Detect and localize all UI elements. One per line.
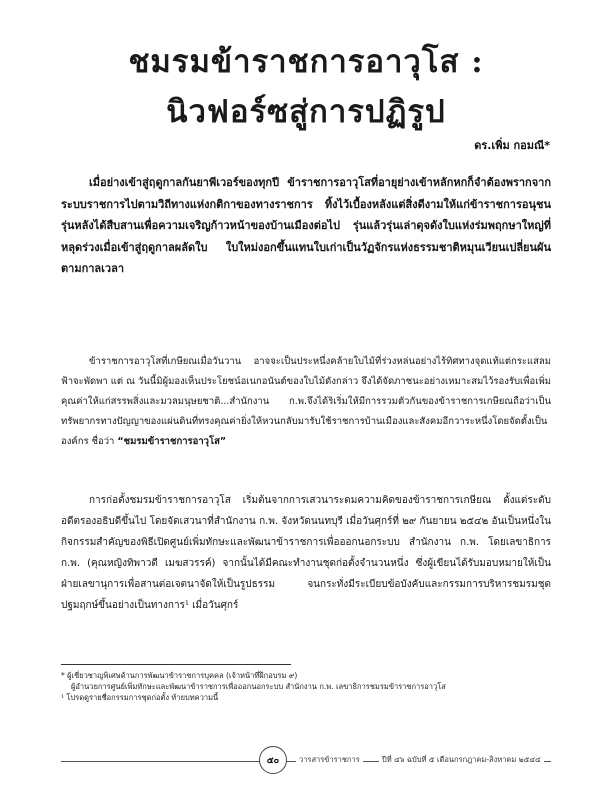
paragraph-intro: เมื่อย่างเข้าสู่ฤดูกาลกันยาพีเวอร์ของทุกปี ข้าราชการอาวุโสที่อายุย่างเข้าหลักหกก็จำต้องพรากจากระบบราชการไปตามวิถีทางแห่งกติกาของทางราชการ ทิ้งไว้เบื้องหลังแต่สิ่งดีงามให้แก่ข้าราชการอนุชนรุ่นหลังได้สืบสานเพื่อความเจริญก้าวหน้าของบ้านเมืองต่อไป รุ่นแล้วรุ่นเล่าดุจดังใบแห่งร่มพฤกษาใหญ่ที่หลุดร่วงเมื่อเข้าสู่ฤดูกาลผลัดใบ ใบใหม่งอกขึ้นแทนใบเก่าเป็นวัฏจักรแห่งธรรมชาติหมุนเวียนเปลี่ยนผันตามกาลเวลา bbox=[61, 176, 551, 275]
paragraph-founding-idea-text: ข้าราชการอาวุโสที่เกษียณเมื่อวันวาน อาจจะเป็นประหนึ่งคล้ายใบไม้ที่ร่วงหล่นอย่างไร้ทิศทางจุดแท้แต่กระแสลมฟ้าจะพัดพา แต่ ณ วันนี้มิผู้มองเห็นประโยชน์อเนกอนันต์ของใบไม้ดังกล่าว จึงได้จัดภาชนะอย่างเหมาะสมไว้รองรับเพื่อเพิ่มคุณค่าให้แก่สรรพสิ่งและมวลมนุษยชาติ...สำนักงาน ก.พ.จึงได้ริเริ่มให้มีการรวมตัวกันของข้าราชการเกษียณถือว่าเป็นทรัพยากรทางปัญญาของแผ่นดินที่ทรงคุณค่ายิ่งให้หวนกลับมารับใช้ราชการบ้านเมืองและสังคมอีกวาระหนึ่งโดยจัดตั้งเป็นองค์กร ชื่อว่า bbox=[61, 356, 551, 447]
author-byline: ดร.เพิ่ม กอมณี* bbox=[474, 139, 550, 152]
article-title-line1: ชมรมข้าราชการอาวุโส : bbox=[128, 44, 484, 80]
footnote-divider bbox=[61, 664, 291, 665]
issue-info: ปีที่ ๔๖ ฉบับที่ ๕ เดือนกรกฎาคม-สิงหาคม ๒๕๔๔ bbox=[379, 754, 544, 766]
footnote-author-position: ผู้อำนวยการศูนย์เพิ่มทักษะและพัฒนาข้าราชการเพื่อออกนอกระบบ สำนักงาน ก.พ. เลขาธิการชมรมข้าราชการอาวุโส bbox=[71, 682, 446, 691]
journal-name: วารสารข้าราชการ bbox=[296, 754, 363, 766]
footnote-committee-ref: ¹ โปรดดูรายชื่อกรรมการชุดก่อตั้ง ท้ายบทความนี้ bbox=[61, 693, 219, 702]
paragraph-establishment: การก่อตั้งชมรมข้าราชการอาวุโส เริ่มต้นจากการเสวนาระดมความคิดของข้าราชการเกษียณ ตั้งแต่ระดับอดีตรองอธิบดีขึ้นไป โดยจัดเสวนาที่สำนักงาน ก.พ. จังหวัดนนทบุรี เมื่อวันศุกร์ที่ ๒๙ กันยายน ๒๕๔๒ อันเป็นหนึ่งในกิจกรรมสำคัญของพิธีเปิดศูนย์เพิ่มทักษะและพัฒนาข้าราชการเพื่อออกนอกระบบ สำนักงาน ก.พ. โดยเลขาธิการ ก.พ. (คุณหญิงทิพาวดี เมฆสวรรค์) จากนั้นได้มีคณะทำงานชุดก่อตั้งจำนวนหนึ่ง ซึ่งผู้เขียนได้รับมอบหมายให้เป็นฝ่ายเลขานุการเพื่อสานต่อเจตนาจัดให้เป็นรูปธรรม จนกระทั่งมีระเบียบข้อบังคับและกรรมการบริหารชมรมชุดปฐมฤกษ์ขึ้นอย่างเป็นทางการ¹ เมื่อวันศุกร์ bbox=[61, 495, 551, 611]
page-number-badge: ๕๐ bbox=[259, 746, 287, 774]
page-footer bbox=[61, 744, 551, 772]
footnote-author-title: * ผู้เชี่ยวชาญพิเศษด้านการพัฒนาข้าราชการบุคคล (เจ้าหน้าที่ฝึกอบรม ๙) bbox=[61, 671, 298, 680]
footnotes bbox=[61, 670, 551, 703]
article-title-line2: นิวฟอร์ซสู่การปฏิรูป bbox=[166, 94, 446, 130]
paragraph-founding-idea bbox=[61, 352, 551, 452]
club-name-highlight: “ชมรมข้าราชการอาวุโส” bbox=[117, 436, 227, 447]
